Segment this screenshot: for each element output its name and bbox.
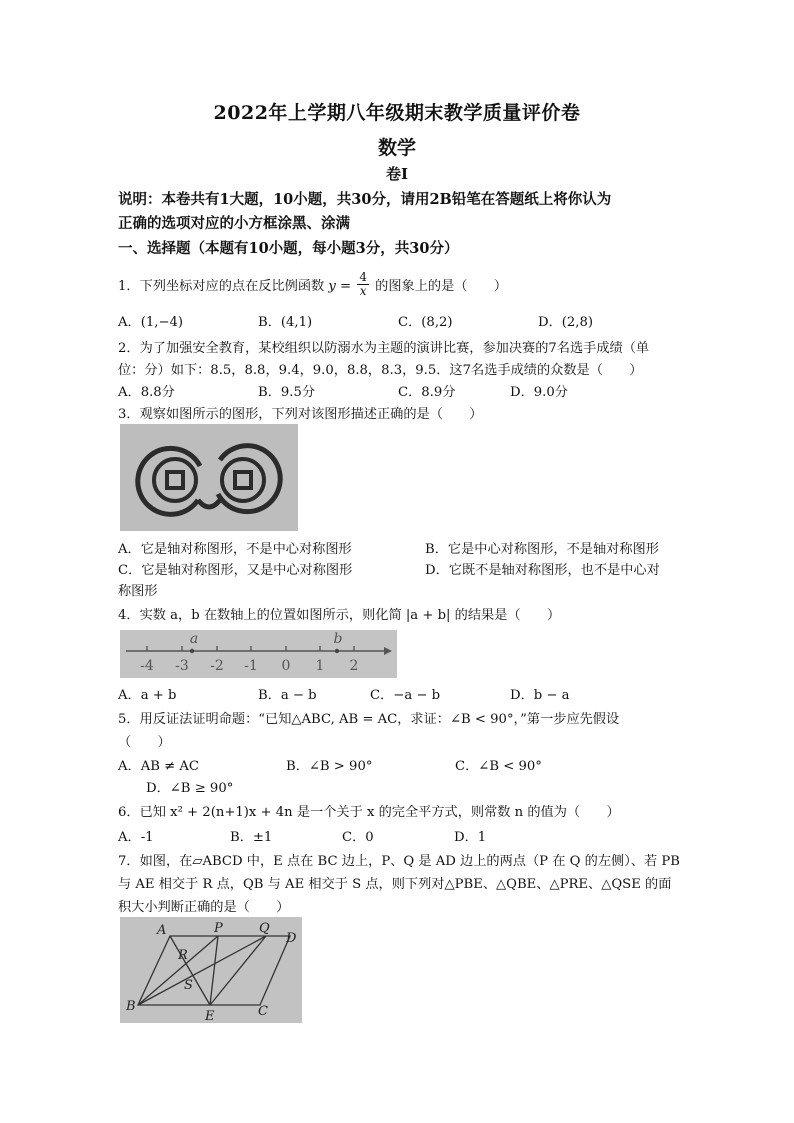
- q4-tick-neg2: -2: [210, 658, 224, 674]
- q4-option-d[interactable]: D．b − a: [510, 688, 570, 703]
- q1-stem-post: 的图象上的是（ ）: [375, 279, 508, 294]
- q4-point-a-label: a: [189, 631, 199, 647]
- q7-label-d: D: [286, 931, 297, 946]
- q5-option-b[interactable]: B．∠B > 90°: [286, 759, 373, 774]
- q4-option-b[interactable]: B．a − b: [258, 688, 317, 703]
- q5-option-c[interactable]: C．∠B < 90°: [455, 759, 542, 774]
- q1-option-a[interactable]: A．(1,−4): [118, 315, 184, 330]
- q4-stem: 4．实数 a，b 在数轴上的位置如图所示，则化简 |a + b| 的结果是（ ）: [118, 608, 561, 623]
- q2-line-2: 位：分）如下：8.5，8.8，9.4，9.0，8.8，8.3，9.5．这7名选手成绩的众数是（ ）: [118, 363, 643, 378]
- instructions-line-1: 说明：本卷共有1大题，10小题，共30分，请用2B铅笔在答题纸上将你认为: [118, 191, 612, 208]
- q2-option-a[interactable]: A．8.8分: [118, 385, 175, 400]
- q4-tick-neg1: -1: [244, 658, 258, 674]
- q3-figure-svg: [120, 424, 298, 531]
- q1-stem: [118, 270, 508, 300]
- q7-label-p: P: [214, 921, 223, 936]
- q2-option-c[interactable]: C．8.9分: [398, 385, 456, 400]
- q1-stem-pre: 1．下列坐标对应的点在反比例函数: [118, 279, 325, 294]
- q4-tick-1: 1: [315, 658, 325, 674]
- q6-option-b[interactable]: B．±1: [230, 830, 273, 845]
- q4-tick-2: 2: [349, 658, 359, 674]
- q1-option-c[interactable]: C．(8,2): [398, 315, 453, 330]
- q3-figure: [120, 424, 298, 531]
- q7-line-2: 与 AE 相交于 R 点，QB 与 AE 相交于 S 点，则下列对△PBE、△QBE、△PRE、△QSE 的面: [118, 877, 672, 892]
- q4-number-line-svg: [120, 630, 397, 678]
- q3-option-d[interactable]: D．它既不是轴对称图形，也不是中心对: [425, 563, 660, 578]
- subject-title: 数学: [377, 137, 416, 159]
- q4-option-a[interactable]: A．a + b: [118, 688, 177, 703]
- q7-label-r: R: [178, 948, 188, 963]
- q7-label-a: A: [157, 923, 167, 938]
- q5-line-1: 5．用反证法证明命题：“已知△ABC, AB = AC，求证：∠B < 90°，”第一步应先假设: [118, 712, 620, 727]
- q7-label-e: E: [205, 1009, 215, 1023]
- q2-option-b[interactable]: B．9.5分: [258, 385, 316, 400]
- q6-option-d[interactable]: D．1: [454, 830, 487, 845]
- q1-fraction: [357, 271, 369, 298]
- q2-option-d[interactable]: D．9.0分: [510, 385, 568, 400]
- page-title: 2022年上学期八年级期末教学质量评价卷: [213, 102, 581, 124]
- q5-option-d[interactable]: D．∠B ≥ 90°: [146, 781, 234, 796]
- volume-label: 卷Ⅰ: [385, 165, 409, 183]
- q3-stem: 3．观察如图所示的图形，下列对该图形描述正确的是（ ）: [118, 407, 483, 422]
- q3-option-a[interactable]: A．它是轴对称图形，不是中心对称图形: [118, 542, 352, 557]
- q7-label-q: Q: [259, 921, 270, 936]
- q3-option-b[interactable]: B．它是中心对称图形，不是轴对称图形: [425, 542, 659, 557]
- q4-point-b-label: b: [333, 631, 343, 647]
- q2-line-1: 2．为了加强安全教育，某校组织以防溺水为主题的演讲比赛，参加决赛的7名选手成绩（单: [118, 341, 650, 356]
- q7-line-1: 7．如图，在▱ABCD 中，E 点在 BC 边上，P、Q 是 AD 边上的两点（P 在 Q 的左侧）、若 PB: [118, 854, 680, 869]
- q7-figure: [120, 917, 302, 1023]
- q7-line-3: 积大小判断正确的是（ ）: [118, 900, 290, 915]
- q7-label-c: C: [258, 1004, 268, 1019]
- q5-line-2: （ ）: [118, 735, 171, 750]
- instructions-line-2: 正确的选项对应的小方框涂黑、涂满: [118, 215, 350, 232]
- q6-option-a[interactable]: A．-1: [118, 830, 154, 845]
- q3-option-c[interactable]: C．它是轴对称图形，又是中心对称图形: [118, 563, 353, 578]
- q7-figure-svg: [120, 917, 302, 1023]
- q6-stem: 6．已知 x² + 2(n+1)x + 4n 是一个关于 x 的完全平方式，则常数 n 的值为（ ）: [118, 805, 620, 820]
- q4-tick-neg4: -4: [140, 658, 154, 674]
- q7-label-s: S: [184, 978, 193, 993]
- q1-frac-den: x: [359, 284, 367, 298]
- q7-label-b: B: [126, 999, 136, 1014]
- q1-func-lhs: y =: [328, 279, 352, 294]
- q4-option-c[interactable]: C．−a − b: [370, 688, 441, 703]
- section-heading: 一、选择题（本题有10小题，每小题3分，共30分）: [118, 240, 459, 257]
- q1-option-d[interactable]: D．(2,8): [538, 315, 594, 330]
- q6-option-c[interactable]: C．0: [342, 830, 374, 845]
- q4-tick-neg3: -3: [175, 658, 189, 674]
- q5-option-a[interactable]: A．AB ≠ AC: [118, 759, 199, 774]
- q4-tick-0: 0: [281, 658, 291, 674]
- q1-frac-num: 4: [359, 270, 367, 284]
- q1-option-b[interactable]: B．(4,1): [258, 315, 313, 330]
- q3-option-d-cont: 称图形: [118, 584, 158, 599]
- q4-number-line: [120, 630, 397, 678]
